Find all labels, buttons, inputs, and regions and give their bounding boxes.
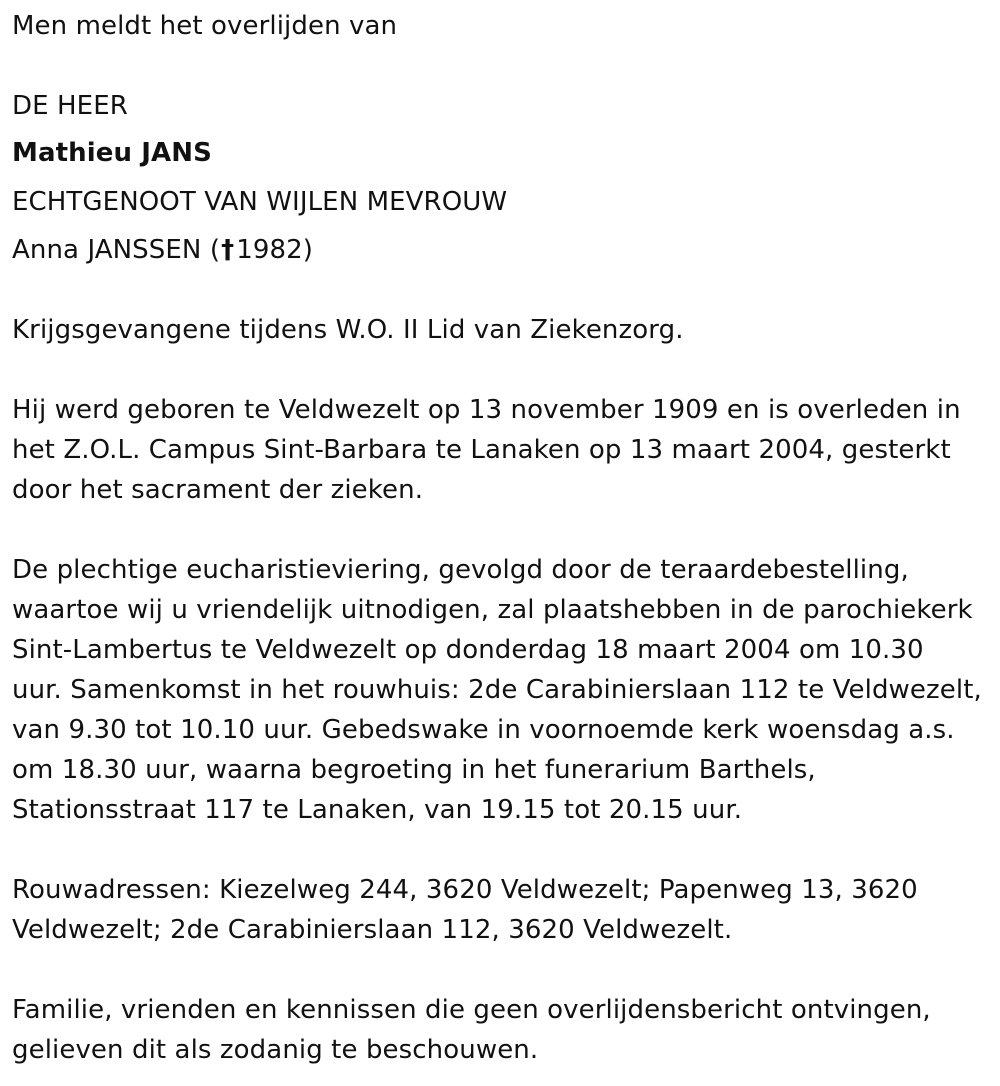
paragraph-line: waartoe wij u vriendelijk uitnodigen, zal plaatshebben in de parochiekerk [12, 595, 973, 625]
paragraph-line: Stationsstraat 117 te Lanaken, van 19.15 tot 20.15 uur. [12, 795, 743, 825]
notice-note: Krijgsgevangene tijdens W.O. II Lid van Ziekenzorg. [12, 315, 684, 345]
deceased-name: Mathieu JANS [12, 138, 212, 168]
paragraph-line: De plechtige eucharistieviering, gevolgd door de teraardebestelling, [12, 555, 909, 585]
paragraph-line: van 9.30 tot 10.10 uur. Gebedswake in voornoemde kerk woensdag a.s. [12, 715, 955, 745]
birth-death-paragraph [12, 390, 988, 510]
paragraph-line: door het sacrament der zieken. [12, 475, 424, 505]
ceremony-paragraph [12, 550, 988, 830]
paragraph-line: het Z.O.L. Campus Sint-Barbara te Lanaken op 13 maart 2004, gesterkt [12, 435, 951, 465]
paragraph-line: om 18.30 uur, waarna begroeting in het funerarium Barthels, [12, 755, 816, 785]
spouse-name: Anna JANSSEN ( [12, 235, 221, 265]
title-prefix: DE HEER [12, 91, 128, 121]
paragraph-line: Hij werd geboren te Veldwezelt op 13 november 1909 en is overleden in [12, 395, 961, 425]
spouse-line [12, 230, 988, 270]
notice-intro: Men meldt het overlijden van [12, 11, 398, 41]
cross-icon: † [221, 235, 235, 265]
relation-line: ECHTGENOOT VAN WIJLEN MEVROUW [12, 187, 508, 217]
paragraph-line: gelieven dit als zodanig te beschouwen. [12, 1035, 539, 1065]
paragraph-line: uur. Samenkomst in het rouwhuis: 2de Carabinierslaan 112 te Veldwezelt, [12, 675, 982, 705]
closing-paragraph [12, 990, 988, 1070]
spouse-death-year: 1982) [236, 235, 314, 265]
paragraph-line: Sint-Lambertus te Veldwezelt op donderdag 18 maart 2004 om 10.30 [12, 635, 924, 665]
paragraph-line: Veldwezelt; 2de Carabinierslaan 112, 3620 Veldwezelt. [12, 915, 733, 945]
paragraph-line: Familie, vrienden en kennissen die geen overlijdensbericht ontvingen, [12, 995, 931, 1025]
address-paragraph [12, 870, 988, 950]
paragraph-line: Rouwadressen: Kiezelweg 244, 3620 Veldwezelt; Papenweg 13, 3620 [12, 875, 918, 905]
